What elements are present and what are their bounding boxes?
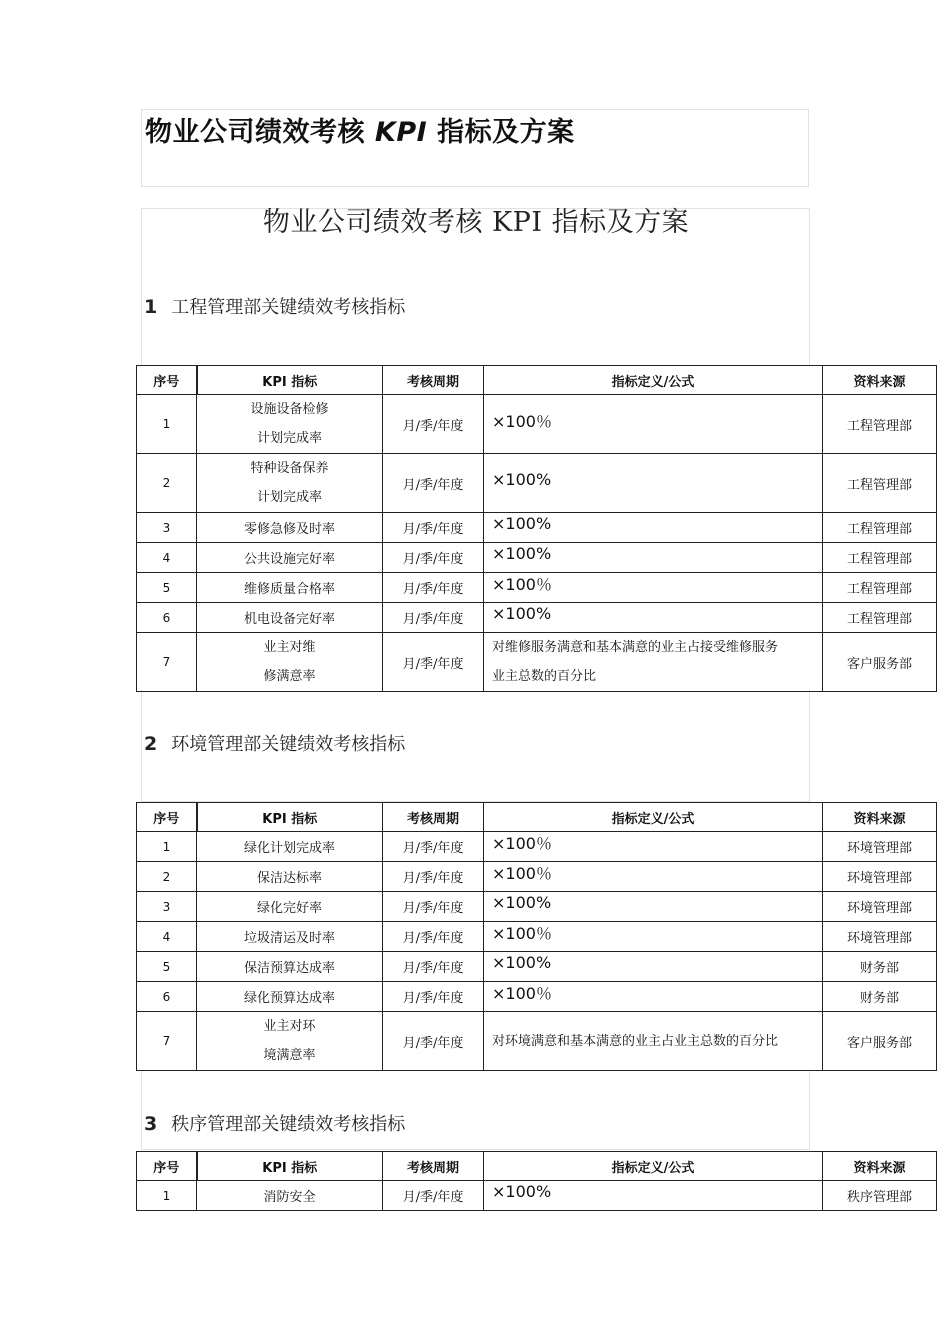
cell-period: 月/季/年度 (383, 513, 484, 543)
header-period: 考核周期 (383, 366, 484, 395)
formula-text: ×100% (492, 953, 552, 972)
cell-kpi: 消防安全 (197, 1181, 383, 1211)
cell-kpi: 绿化完好率 (197, 892, 383, 922)
table-row (137, 395, 937, 454)
cell-source: 财务部 (823, 952, 937, 982)
table-row (137, 513, 937, 543)
cell-index: 1 (137, 395, 197, 454)
cell-index: 2 (137, 454, 197, 513)
cell-period: 月/季/年度 (383, 892, 484, 922)
cell-source: 环境管理部 (823, 922, 937, 952)
formula-text: ×100% (492, 514, 552, 533)
formula-text: ×100% (492, 1182, 552, 1201)
cell-period: 月/季/年度 (383, 573, 484, 603)
header-source: 资料来源 (823, 1152, 937, 1181)
kpi-line: 计划完成率 (256, 431, 322, 446)
document-title (145, 110, 575, 149)
cell-definition (484, 862, 823, 892)
cell-kpi: 绿化计划完成率 (197, 832, 383, 862)
cell-index: 4 (137, 922, 197, 952)
definition-line: 对环境满意和基本满意的业主占业主总数的百分比 (492, 1033, 779, 1049)
kpi-line: 业主对维 (263, 640, 316, 655)
cell-kpi: 保洁达标率 (197, 862, 383, 892)
section-number: 2 (144, 733, 158, 755)
cell-definition (484, 603, 823, 633)
cell-kpi (197, 395, 383, 454)
cell-kpi (197, 454, 383, 513)
cell-kpi (197, 633, 383, 692)
header-period: 考核周期 (383, 803, 484, 832)
table-row (137, 892, 937, 922)
document-title-suffix: 指标及方案 (427, 117, 575, 148)
cell-source: 工程管理部 (823, 395, 937, 454)
cell-period: 月/季/年度 (383, 1181, 484, 1211)
cell-index: 2 (137, 862, 197, 892)
table-header-row (137, 1152, 937, 1181)
kpi-table (136, 1151, 937, 1211)
cell-source: 环境管理部 (823, 892, 937, 922)
kpi-line: 境满意率 (263, 1048, 316, 1063)
header-period: 考核周期 (383, 1152, 484, 1181)
cell-source: 环境管理部 (823, 832, 937, 862)
cell-source: 财务部 (823, 982, 937, 1012)
cell-index: 6 (137, 603, 197, 633)
header-source: 资料来源 (823, 803, 937, 832)
cell-index: 1 (137, 832, 197, 862)
section-heading (144, 730, 405, 756)
section-title: 环境管理部关键绩效考核指标 (171, 734, 406, 755)
definition-line: 对维修服务满意和基本满意的业主占接受维修服务 (492, 640, 779, 655)
cell-kpi: 绿化预算达成率 (197, 982, 383, 1012)
cell-index: 7 (137, 1012, 197, 1071)
cell-definition (484, 543, 823, 573)
kpi-table (136, 802, 937, 1071)
cell-period: 月/季/年度 (383, 633, 484, 692)
section-title: 工程管理部关键绩效考核指标 (171, 297, 406, 318)
header-source: 资料来源 (823, 366, 937, 395)
header-index: 序号 (137, 803, 197, 832)
header-kpi: KPI 指标 (197, 366, 383, 395)
cell-index: 5 (137, 573, 197, 603)
cell-source: 工程管理部 (823, 603, 937, 633)
cell-kpi: 公共设施完好率 (197, 543, 383, 573)
table-row (137, 633, 937, 692)
cell-period: 月/季/年度 (383, 603, 484, 633)
cell-kpi: 维修质量合格率 (197, 573, 383, 603)
table-row (137, 1181, 937, 1211)
kpi-line: 修满意率 (263, 669, 316, 684)
cell-index: 6 (137, 982, 197, 1012)
cell-kpi: 机电设备完好率 (197, 603, 383, 633)
formula-text: ×100% (492, 893, 552, 912)
cell-period: 月/季/年度 (383, 922, 484, 952)
table-row (137, 1012, 937, 1071)
table-row (137, 573, 937, 603)
cell-source: 工程管理部 (823, 543, 937, 573)
table-row (137, 982, 937, 1012)
definition-line: 业主总数的百分比 (492, 669, 597, 684)
header-definition: 指标定义/公式 (484, 803, 823, 832)
header-index: 序号 (137, 1152, 197, 1181)
formula-text: ×100％ (492, 924, 552, 943)
section-title: 秩序管理部关键绩效考核指标 (171, 1114, 406, 1135)
cell-source: 工程管理部 (823, 513, 937, 543)
cell-kpi: 保洁预算达成率 (197, 952, 383, 982)
header-index: 序号 (137, 366, 197, 395)
cell-index: 4 (137, 543, 197, 573)
table-row (137, 832, 937, 862)
cell-source: 客户服务部 (823, 633, 937, 692)
cell-definition (484, 832, 823, 862)
formula-text: ×100% (492, 604, 552, 623)
header-definition: 指标定义/公式 (484, 1152, 823, 1181)
formula-text: ×100％ (492, 834, 552, 853)
formula-text: ×100% (492, 544, 552, 563)
section-number: 3 (144, 1113, 158, 1135)
cell-index: 5 (137, 952, 197, 982)
header-definition: 指标定义/公式 (484, 366, 823, 395)
cell-source: 工程管理部 (823, 573, 937, 603)
page-title: 物业公司绩效考核 KPI 指标及方案 (262, 207, 690, 238)
document-title-kpi: KPI (374, 117, 428, 148)
table-header-row (137, 803, 937, 832)
document-title-prefix: 物业公司绩效考核 (145, 117, 375, 148)
header-kpi: KPI 指标 (197, 1152, 383, 1181)
table-row (137, 922, 937, 952)
cell-kpi: 零修急修及时率 (197, 513, 383, 543)
cell-index: 3 (137, 513, 197, 543)
cell-period: 月/季/年度 (383, 1012, 484, 1071)
cell-definition (484, 952, 823, 982)
cell-definition (484, 892, 823, 922)
table-row (137, 603, 937, 633)
cell-period: 月/季/年度 (383, 982, 484, 1012)
cell-definition (484, 982, 823, 1012)
cell-definition (484, 573, 823, 603)
cell-period: 月/季/年度 (383, 862, 484, 892)
kpi-line: 设施设备检修 (250, 402, 329, 417)
table-row (137, 454, 937, 513)
cell-kpi: 垃圾清运及时率 (197, 922, 383, 952)
formula-text: ×100％ (492, 411, 552, 431)
formula-text: ×100％ (492, 984, 552, 1003)
cell-index: 3 (137, 892, 197, 922)
cell-index: 7 (137, 633, 197, 692)
cell-definition (484, 1012, 823, 1071)
formula-text: ×100％ (492, 864, 552, 883)
kpi-table (136, 365, 937, 692)
formula-text: ×100% (492, 469, 552, 489)
cell-period: 月/季/年度 (383, 832, 484, 862)
cell-definition (484, 922, 823, 952)
table-row (137, 543, 937, 573)
cell-kpi (197, 1012, 383, 1071)
cell-source: 工程管理部 (823, 454, 937, 513)
cell-definition (484, 633, 823, 692)
formula-text: ×100％ (492, 575, 552, 594)
section-heading (144, 293, 405, 319)
kpi-line: 特种设备保养 (250, 461, 329, 476)
table-row (137, 862, 937, 892)
cell-source: 客户服务部 (823, 1012, 937, 1071)
cell-index: 1 (137, 1181, 197, 1211)
section-heading (144, 1110, 405, 1136)
cell-source: 秩序管理部 (823, 1181, 937, 1211)
table-row (137, 952, 937, 982)
section-number: 1 (144, 296, 158, 318)
header-kpi: KPI 指标 (197, 803, 383, 832)
kpi-line: 计划完成率 (256, 490, 322, 505)
cell-period: 月/季/年度 (383, 952, 484, 982)
cell-definition (484, 513, 823, 543)
cell-period: 月/季/年度 (383, 454, 484, 513)
cell-period: 月/季/年度 (383, 543, 484, 573)
cell-period: 月/季/年度 (383, 395, 484, 454)
kpi-line: 业主对环 (263, 1019, 316, 1034)
table-header-row (137, 366, 937, 395)
cell-definition (484, 395, 823, 454)
cell-definition (484, 454, 823, 513)
cell-definition (484, 1181, 823, 1211)
cell-source: 环境管理部 (823, 862, 937, 892)
